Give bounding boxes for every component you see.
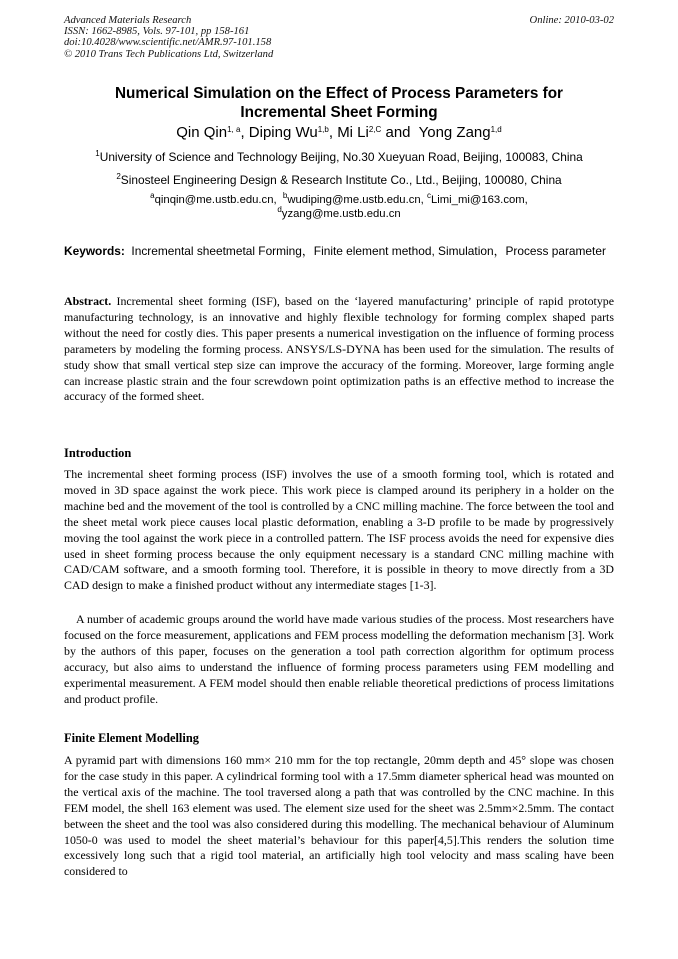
affiliation-sup: 1 [95, 149, 100, 158]
author-and: and [385, 124, 411, 141]
author-sup: 1,b [317, 125, 329, 134]
email-line-1 [64, 193, 614, 207]
introduction-paragraph-1: The incremental sheet forming process (ISF) involves the use of a smooth forming tool, which is rotated and moved in 3D space against the work piece. This work piece is clamped around its periphery in a holder on the machine bed and the movement of the tool is controlled by a CNC milling machine. The force between the tool and the sheet metal work piece causes local plastic deformation, enabling a 3-D profile to be made by progressively moving the tool against the work piece in a controlled pattern. The ISF process avoids the need for expensive dies used in sheet forming process because the only equipment necessary is a standard CNC milling machine with CAD/CAM software, and a smooth forming tool. Therefore, it is possible in theory to move directly from a 3D CAD design to make a finished product without any intermediate stages [1-3]. [64, 467, 614, 593]
affiliation-text: University of Science and Technology Beijing, No.30 Xueyuan Road, Beijing, 100083, China [99, 150, 583, 164]
email-d[interactable]: yzang@me.ustb.edu.cn [281, 208, 401, 220]
author-name: Diping Wu [248, 124, 318, 141]
author-sup: 1, a [227, 125, 241, 134]
author-sup: 2,C [368, 125, 382, 134]
author-sup: 1,d [490, 125, 502, 134]
section-heading-introduction: Introduction [64, 446, 132, 460]
email-sup: c [426, 191, 431, 200]
author-name: Mi Li [337, 124, 369, 141]
author-name: Yong Zang [418, 124, 491, 141]
keywords-label: Keywords: [64, 244, 125, 258]
affiliation-1 [64, 150, 614, 165]
paper-title [64, 84, 614, 122]
affiliation-2 [64, 173, 614, 188]
email-a[interactable]: qinqin@me.ustb.edu.cn, [154, 194, 277, 206]
email-sup: a [150, 191, 155, 200]
title-line-2: Incremental Sheet Forming [240, 104, 438, 121]
keywords-text: Incremental sheetmetal Forming，Finite element method, Simulation，Process parameter [131, 244, 606, 258]
journal-name: Advanced Materials Research [64, 15, 192, 26]
doi-line: doi:10.4028/www.scientific.net/AMR.97-101.158 [64, 37, 272, 49]
section-heading-fem: Finite Element Modelling [64, 731, 199, 745]
affiliation-text: Sinosteel Engineering Design & Research Institute Co., Ltd., Beijing, 100080, China [120, 173, 562, 187]
author-name: Qin Qin [176, 124, 228, 141]
email-line-2 [64, 207, 614, 221]
online-date: Online: 2010-03-02 [529, 15, 614, 26]
affiliation-sup: 2 [116, 172, 121, 181]
email-sup: b [282, 191, 288, 200]
journal-header [64, 15, 273, 60]
email-sup: d [277, 205, 282, 214]
fem-paragraph-1: A pyramid part with dimensions 160 mm× 210 mm for the top rectangle, 20mm depth and 45° slope was chosen for the case study in this paper. A cylindrical forming tool with a 17.5mm diameter spherical head was mounted on the vertical axis of the machine. The tool traversed along a path that was controlled by the CNC machine. In this FEM model, the shell 163 element was used. The element size used for the sheet was 2.5mm×2.5mm. The contact between the sheet and the tool was also considered during this modelling. The mechanical behaviour of Aluminum 1050-0 was used to model the sheet material’s behaviour for this paper[4,5].This renders the solution time excessively long such that a rigid tool material, an artificially high tool velocity and mass scaling have been considered to [64, 753, 614, 879]
abstract-text: Incremental sheet forming (ISF), based on the ‘layered manufacturing’ principle of rapid prototype manufacturing technology, is an innovative and highly flexible technology for forming complex shaped parts without the need for costly dies. This paper presents a numerical investigation on the influence of forming process parameters by modeling the forming process. ANSYS/LS-DYNA has been used for the simulation. The results of study show that small vertical step size can improve the accuracy of the forming. Moreover, large forming angle can increase plastic strain and the four screwdown point optimization paths is an effective method to increase the accuracy of the formed sheet. [64, 294, 614, 404]
issn-line: ISSN: 1662-8985, Vols. 97-101, pp 158-161 [64, 26, 250, 38]
keywords-block [64, 243, 614, 259]
abstract-block [64, 294, 614, 405]
abstract-label: Abstract. [64, 294, 112, 308]
introduction-paragraph-2: A number of academic groups around the world have made various studies of the process. Most researchers have focused on the force measurement, applications and FEM process modelling the deformation mechanism [3]. Work by the authors of this paper, focuses on the generation a tool path correction algorithm for optimum process accuracy, but also aims to understand the influence of forming process parameters using FEM modelling and experimental measurement. A FEM model should then enable reliable theoretical predictions of process limitations and product profile. [64, 612, 614, 706]
email-list [64, 193, 614, 221]
title-line-1: Numerical Simulation on the Effect of Process Parameters for [115, 85, 563, 102]
email-b[interactable]: wudiping@me.ustb.edu.cn, [287, 194, 424, 206]
email-c[interactable]: Limi_mi@163.com, [430, 194, 528, 206]
copyright-line: © 2010 Trans Tech Publications Ltd, Switzerland [64, 48, 274, 60]
author-list: Qin Qin$^{1, a}$, Diping Wu$^{1,b}$, Mi $Li^{2,C}$ and Yong Zang$^{1,d}$ [176, 124, 502, 141]
